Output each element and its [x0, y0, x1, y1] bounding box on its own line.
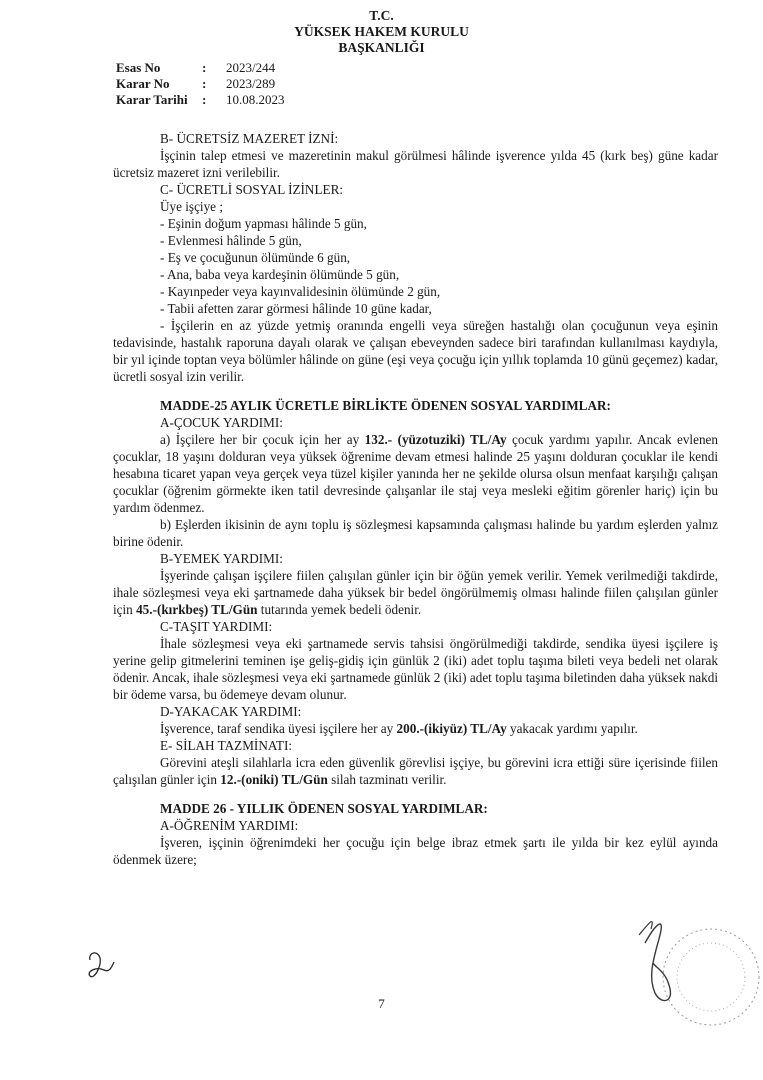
header-line-tc: T.C. [369, 8, 394, 23]
section-title-fuel-aid: D-YAKACAK YARDIMI: [160, 704, 302, 719]
paid-leave-intro: Üye işçiye ; [160, 199, 223, 214]
list-item: - Tabii afetten zarar görmesi hâlinde 10 güne kadar, [160, 301, 432, 316]
section-title-education-aid: A-ÖĞRENİM YARDIMI: [160, 818, 299, 833]
list-item: - Evlenmesi hâlinde 5 gün, [160, 233, 302, 248]
meta-value: 10.08.2023 [226, 92, 285, 107]
amount-weapon-allowance: 12.-(oniki) TL/Gün [220, 772, 328, 787]
paragraph-unpaid-leave: İşçinin talep etmesi ve mazeretinin makul görülmesi hâlinde işverence yılda 45 (kırk beş) güne kadar ücretsiz mazeret izni verilebilir. [113, 148, 718, 180]
paragraph-meal-aid: İşyerinde çalışan işçilere fiilen çalışılan günler için bir öğün yemek verilir. Yemek verilmediği takdirde, ihale sözleşmesi veya eki şartnamede daha yüksek bir bedel öngörülmemiş olması halinde fiilen çalışılan günler için 45.-(kırkbeş) TL/Gün tutarında yemek bedeli ödenir. [113, 568, 718, 617]
meta-sep: : [202, 92, 207, 107]
article-26-title: MADDE 26 - YILLIK ÖDENEN SOSYAL YARDIMLAR: [160, 801, 488, 816]
section-title-unpaid-leave: B- ÜCRETSİZ MAZERET İZNİ: [160, 131, 339, 146]
amount-fuel-aid: 200.-(ikiyüz) TL/Ay [396, 721, 507, 736]
meta-key: Esas No [116, 60, 161, 75]
paragraph-transport-aid: İhale sözleşmesi veya eki şartnamede servis tahsisi öngörülmediği takdirde, sendika üyesi işçilere iş yerine gelip gitmelerini teminen işe geliş-gidiş için günlük 2 (iki) adet toplu taşıma bileti veya bedeli net olarak ödenir. Ancak, ihale sözleşmesi veya eki şartnamede günlük 2 (iki) adet toplu taşıma biletinden daha yüksek nakdi bir ödeme varsa, bu ödemeye devam olunur. [113, 636, 718, 702]
official-stamp-icon [625, 905, 763, 1035]
paragraph-child-aid: a) İşçilere her bir çocuk için her ay 132.- (yüzotuziki) TL/Ay çocuk yardımı yapılır. Ancak evlenen çocuklar, 18 yaşını dolduran veya yüksek öğrenime devam etmesi halinde 25 yaşını dolduran çocuklar ile kendi hesabına ticaret yapan veya gerçek veya tüzel kişiler yanında her ne şekilde olursa olsun menfaat karşılığı çalışan çocuklar (öğrenim görmekte iken tatil devresinde çalışanlar ile staj veya mesleki eğitim görenler hariç) için bu yardım ödenmez. [113, 432, 718, 515]
section-title-transport-aid: C-TAŞIT YARDIMI: [160, 619, 273, 634]
paragraph-education-aid: İşveren, işçinin öğrenimdeki her çocuğu için belge ibraz etmek şartı ile yılda bir kez eylül ayında ödenmek üzere; [113, 835, 718, 867]
header-line-institution: YÜKSEK HAKEM KURULU [294, 24, 469, 39]
meta-row-esas [116, 60, 285, 76]
meta-value: 2023/289 [226, 76, 276, 91]
amount-child-aid: 132.- (yüzotuziki) TL/Ay [364, 432, 507, 447]
amount-meal-aid: 45.-(kırkbeş) TL/Gün [136, 602, 258, 617]
meta-sep: : [202, 60, 207, 75]
case-metadata [116, 60, 285, 108]
document-body [113, 130, 718, 868]
section-title-weapon-allowance: E- SİLAH TAZMİNATI: [160, 738, 293, 753]
section-title-child-aid: A-ÇOCUK YARDIMI: [160, 415, 283, 430]
list-item: - Eş ve çocuğunun ölümünde 6 gün, [160, 250, 351, 265]
header-line-presidency: BAŞKANLIĞI [338, 40, 425, 55]
paragraph-fuel-aid: İşverence, taraf sendika üyesi işçilere her ay 200.-(ikiyüz) TL/Ay yakacak yardımı yapılır. [160, 721, 638, 736]
list-item: - Kayınpeder veya kayınvalidesinin ölümünde 2 gün, [160, 284, 441, 299]
meta-value: 2023/244 [226, 60, 276, 75]
meta-row-tarih [116, 92, 285, 108]
list-item: - Ana, baba veya kardeşinin ölümünde 5 gün, [160, 267, 400, 282]
meta-row-karar [116, 76, 285, 92]
section-title-meal-aid: B-YEMEK YARDIMI: [160, 551, 283, 566]
meta-sep: : [202, 76, 207, 91]
section-title-paid-leave: C- ÜCRETLİ SOSYAL İZİNLER: [160, 182, 344, 197]
signature-initial-icon [82, 946, 122, 986]
meta-key: Karar Tarihi [116, 92, 188, 107]
page-number: 7 [378, 996, 385, 1011]
list-item-disabled-child: - İşçilerin en az yüzde yetmiş oranında engelli veya süreğen hastalığı olan çocuğunun veya eşinin tedavisinde, hastalık raporuna dayalı olarak ve çalışan ebeveynden sadece biri tarafından kullanılması kaydıyla, bir yıl içinde toptan veya bölümler hâlinde on güne (eşi veya çocuğu için yıllık toplamda 10 günü geçemez) kadar, ücretli sosyal izin verilir. [113, 318, 718, 384]
meta-key: Karar No [116, 76, 170, 91]
document-header [0, 8, 763, 56]
list-item: - Eşinin doğum yapması hâlinde 5 gün, [160, 216, 367, 231]
article-25-title: MADDE-25 AYLIK ÜCRETLE BİRLİKTE ÖDENEN SOSYAL YARDIMLAR: [160, 398, 611, 413]
paragraph-spouse-rule: b) Eşlerden ikisinin de aynı toplu iş sözleşmesi kapsamında çalışması halinde bu yardım eşlerden yalnız birine ödenir. [113, 517, 718, 549]
paragraph-weapon-allowance: Görevini ateşli silahlarla icra eden güvenlik görevlisi işçiye, bu görevini icra ettiği süre içerisinde fiilen çalışılan günler için 12.-(oniki) TL/Gün silah tazminatı verilir. [113, 755, 718, 787]
